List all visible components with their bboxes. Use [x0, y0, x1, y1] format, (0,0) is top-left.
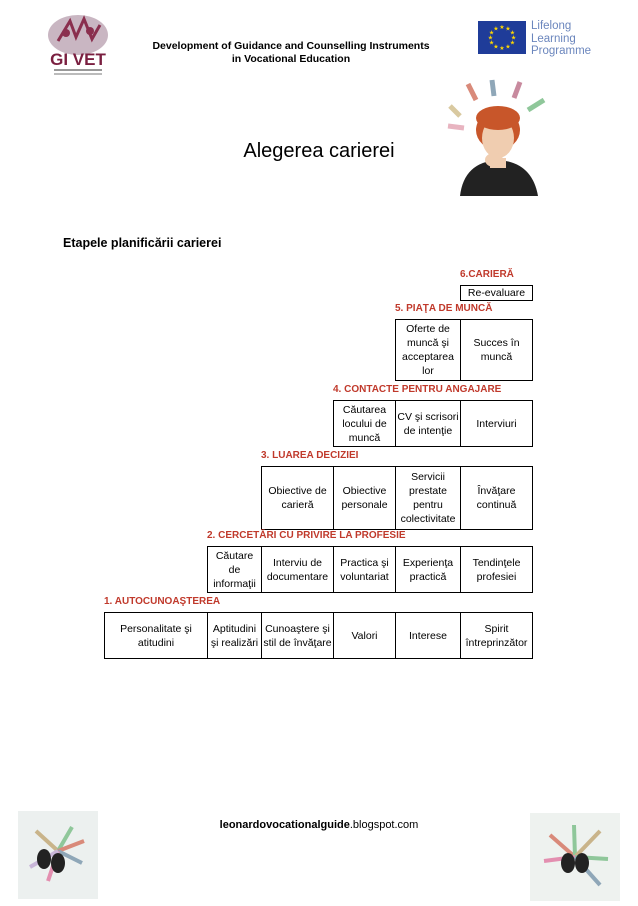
eu-flag-icon — [478, 21, 526, 54]
stage-3-item-2: Obiective personale — [333, 466, 396, 530]
section-heading: Etapele planificării carierei — [63, 236, 222, 250]
stage-2-item-1: Căutare de informaţii — [207, 546, 262, 593]
svg-text:★: ★ — [499, 24, 505, 31]
stage-3-item-1: Obiective de carieră — [261, 466, 334, 530]
programme-line1: Lifelong — [531, 20, 572, 32]
footer-url-rest: .blogspot.com — [349, 819, 419, 831]
page-title: Alegerea carierei — [243, 140, 395, 162]
stage-1-label: 1. AUTOCUNOAŞTEREA — [104, 596, 221, 607]
stage-1-item-2: Aptitudini şi realizări — [207, 612, 262, 659]
svg-text:★: ★ — [487, 34, 494, 42]
stage-1-item-6: Spirit întreprinzător — [460, 612, 533, 659]
footer-url-bold: leonardovocationalguide — [219, 819, 350, 831]
stage-5-label: 5. PIAŢA DE MUNCĂ — [395, 303, 493, 314]
stage-3-label: 3. LUAREA DECIZIEI — [261, 450, 359, 461]
stage-1-item-3: Cunoaştere şi stil de învăţare — [261, 612, 334, 659]
svg-text:★: ★ — [509, 39, 516, 47]
stage-6-item-1: Re-evaluare — [460, 285, 533, 301]
svg-text:★: ★ — [510, 34, 517, 42]
programme-label — [531, 20, 591, 58]
thinking-person-image — [446, 78, 556, 196]
stage-4-label: 4. CONTACTE PENTRU ANGAJARE — [333, 384, 502, 395]
stage-3-item-4: Învăţare continuă — [460, 466, 533, 530]
programme-line2: Learning — [531, 32, 576, 45]
stage-2-label: 2. CERCETĂRI CU PRIVIRE LA PROFESIE — [207, 530, 406, 541]
stage-5-item-1: Oferte de muncă şi acceptarea lor — [395, 319, 461, 381]
logo-text: GI VET — [50, 50, 106, 69]
stage-4-item-2: CV şi scrisori de intenţie — [395, 400, 461, 447]
programme-line3: Programme — [531, 45, 592, 57]
svg-text:★: ★ — [505, 43, 511, 51]
footer-illustration-right — [530, 813, 620, 901]
svg-text:★: ★ — [493, 43, 499, 51]
svg-text:★: ★ — [499, 45, 505, 53]
svg-text:★: ★ — [505, 25, 511, 33]
stage-2-item-2: Interviu de documentare — [261, 546, 334, 593]
stage-2-item-5: Tendinţele profesiei — [460, 546, 533, 593]
svg-text:★: ★ — [488, 39, 495, 47]
svg-text:★: ★ — [488, 29, 495, 37]
stage-4-item-1: Căutarea locului de muncă — [333, 400, 396, 447]
stage-2-item-4: Experienţa practică — [395, 546, 461, 593]
header-title-line2: in Vocational Education — [231, 53, 351, 65]
stage-1-item-5: Interese — [395, 612, 461, 659]
givet-logo — [36, 13, 120, 77]
stage-5-item-2: Succes în muncă — [460, 319, 533, 381]
stage-1-item-1: Personalitate şi atitudini — [104, 612, 208, 659]
svg-text:★: ★ — [493, 25, 499, 33]
stage-3-item-3: Servicii prestate pentru colectivitate — [395, 466, 461, 530]
stage-4-item-3: Interviuri — [460, 400, 533, 447]
stage-2-item-3: Practica şi voluntariat — [333, 546, 396, 593]
stage-1-item-4: Valori — [333, 612, 396, 659]
header-title-line1: Development of Guidance and Counselling Instruments — [152, 40, 430, 52]
stage-6-label: 6.CARIERĂ — [460, 269, 514, 280]
header-title — [130, 40, 452, 66]
svg-text:★: ★ — [509, 29, 516, 37]
